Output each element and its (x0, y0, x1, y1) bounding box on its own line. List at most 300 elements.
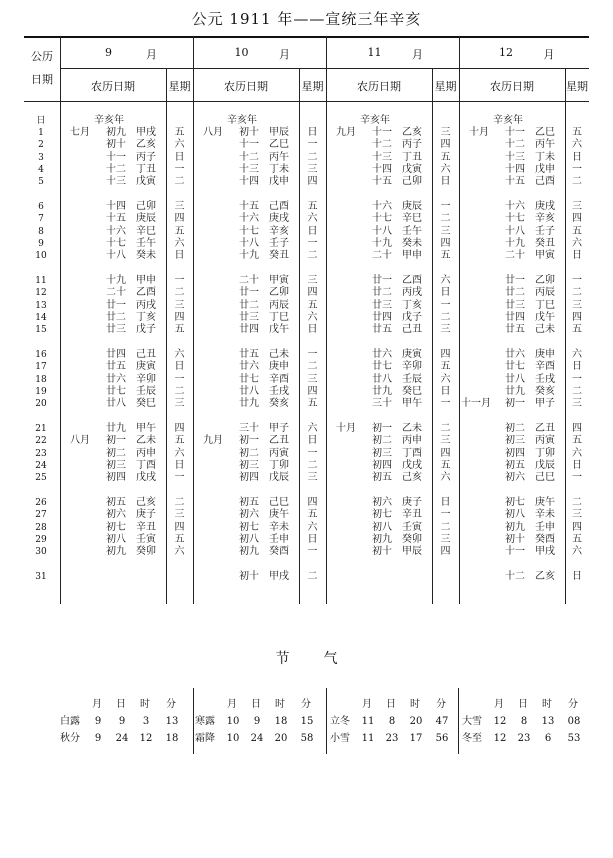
lunar-day: 初六 (505, 472, 525, 484)
ganzhi-day: 戊申 (269, 176, 289, 188)
solar-term-d: 23 (517, 733, 531, 744)
lunar-day: 十九 (239, 250, 259, 262)
lunar-month-label: 九月 (336, 127, 356, 138)
lunar-day: 廿四 (372, 311, 392, 323)
weekday: 五 (440, 250, 451, 262)
lunar-date-header-3: 农历日期 (357, 80, 401, 93)
lunar-day: 廿五 (106, 361, 126, 373)
weekday: 五 (307, 509, 318, 521)
lunar-date-header-4: 农历日期 (490, 80, 534, 93)
lunar-day: 初八 (505, 509, 525, 521)
gregorian-day: 17 (35, 362, 47, 373)
lunar-day: 十四 (239, 176, 259, 188)
solar-term-h: 17 (409, 733, 423, 744)
lunar-day: 十六 (505, 201, 525, 212)
terms-divider-1 (193, 688, 194, 754)
weekday: 六 (307, 423, 318, 434)
lunar-day: 初七 (239, 521, 259, 533)
weekday: 四 (572, 423, 582, 434)
weekday: 五 (440, 459, 451, 471)
solar-term-name: 秋分 (60, 733, 80, 744)
gregorian-day: 6 (38, 202, 44, 212)
weekday: 一 (307, 546, 318, 558)
lunar-day: 廿三 (505, 299, 525, 311)
lunar-day: 初四 (505, 447, 525, 459)
terms-header: 日 (386, 699, 396, 710)
gregorian-day: 14 (35, 312, 47, 323)
solar-term-m: 9 (94, 733, 102, 744)
weekday: 二 (174, 176, 185, 188)
lunar-day: 初五 (239, 497, 259, 508)
weekday: 二 (440, 213, 451, 225)
weekday: 四 (174, 423, 185, 434)
ganzhi-day: 戊子 (402, 311, 422, 323)
lunar-day: 十七 (239, 225, 259, 237)
solar-term-min: 56 (435, 733, 449, 744)
weekday: 六 (572, 546, 582, 558)
ganzhi-day: 戊寅 (402, 163, 422, 175)
terms-header: 分 (301, 699, 311, 710)
weekday: 日 (572, 361, 582, 373)
ganzhi-day: 乙丑 (269, 435, 289, 447)
solar-term-m: 11 (361, 716, 375, 727)
weekday: 三 (572, 398, 582, 410)
ganzhi-day: 壬寅 (136, 533, 156, 545)
month-suffix-4: 月 (543, 48, 555, 61)
lunar-day: 十二 (106, 163, 126, 175)
weekday: 五 (572, 127, 582, 138)
lunar-day: 廿七 (239, 373, 259, 385)
terms-header: 时 (542, 699, 552, 710)
lunar-day: 十六 (106, 225, 126, 237)
lunar-day: 初五 (106, 497, 126, 508)
terms-header: 时 (275, 699, 285, 710)
weekday: 二 (572, 287, 582, 299)
weekday: 六 (307, 213, 318, 225)
lunar-day: 三十 (239, 423, 259, 434)
ganzhi-day: 甲午 (402, 398, 422, 410)
ganzhi-day: 丁酉 (402, 447, 422, 459)
gregorian-day: 21 (35, 424, 47, 434)
lunar-year-label-3: 辛亥年 (360, 115, 390, 126)
weekday: 三 (572, 509, 582, 521)
lunar-day: 初九 (239, 546, 259, 558)
ganzhi-day: 辛巳 (136, 225, 156, 237)
ganzhi-day: 乙卯 (269, 287, 289, 299)
weekday: 日 (307, 127, 318, 138)
month-number-4: 12 (499, 46, 513, 59)
weekday: 一 (307, 349, 318, 360)
ganzhi-day: 丁亥 (136, 311, 156, 323)
weekday: 六 (174, 349, 185, 360)
terms-header: 时 (140, 699, 150, 710)
weekday: 三 (174, 398, 185, 410)
ganzhi-day: 己卯 (136, 201, 156, 212)
ganzhi-day: 乙酉 (136, 287, 156, 299)
weekday: 三 (174, 299, 185, 311)
lunar-day: 十六 (372, 201, 392, 212)
lunar-day: 廿七 (505, 361, 525, 373)
lunar-day: 三十 (372, 398, 392, 410)
ganzhi-day: 癸巳 (136, 398, 156, 410)
weekday: 四 (307, 385, 318, 397)
ganzhi-day: 辛亥 (269, 225, 289, 237)
lunar-day: 十四 (106, 201, 126, 212)
ganzhi-day: 戊戌 (402, 459, 422, 471)
lunar-day: 十七 (505, 213, 525, 225)
weekday: 一 (572, 275, 582, 286)
lunar-day: 十二 (505, 571, 525, 582)
solar-term-h: 18 (274, 716, 288, 727)
weekday: 一 (174, 275, 185, 286)
ganzhi-day: 丁未 (535, 151, 555, 163)
ganzhi-day: 乙酉 (402, 275, 422, 286)
weekday: 四 (572, 521, 582, 533)
ganzhi-day: 丙午 (535, 139, 555, 151)
weekday: 三 (174, 201, 185, 212)
solar-term-d: 24 (115, 733, 129, 744)
weekday: 四 (572, 311, 582, 323)
gregorian-day: 18 (35, 374, 47, 385)
lunar-day: 廿四 (239, 324, 259, 336)
ganzhi-day: 己卯 (402, 176, 422, 188)
weekday: 六 (572, 237, 582, 249)
terms-header: 时 (410, 699, 420, 710)
ganzhi-day: 甲子 (535, 398, 555, 410)
lunar-month-label: 八月 (203, 127, 223, 138)
weekday: 四 (174, 213, 185, 225)
lunar-day: 廿一 (106, 299, 126, 311)
lunar-day: 初二 (505, 423, 525, 434)
ganzhi-day: 丙戌 (402, 287, 422, 299)
ganzhi-day: 己丑 (136, 349, 156, 360)
lunar-day: 二十 (372, 250, 392, 262)
ganzhi-day: 壬午 (402, 225, 422, 237)
ganzhi-day: 乙亥 (402, 127, 422, 138)
ganzhi-day: 戊辰 (269, 472, 289, 484)
ganzhi-day: 辛亥 (535, 213, 555, 225)
weekday: 五 (307, 201, 318, 212)
ganzhi-day: 庚戌 (535, 201, 555, 212)
weekday-header-4: 星期 (566, 80, 588, 93)
ganzhi-day: 癸丑 (535, 237, 555, 249)
lunar-day: 初十 (239, 571, 259, 582)
page-title: 公元 1911 年——宣统三年辛亥 (191, 10, 422, 28)
weekday: 三 (307, 163, 318, 175)
ganzhi-day: 丙寅 (269, 447, 289, 459)
weekday: 四 (440, 447, 451, 459)
lunar-day: 初六 (372, 497, 392, 508)
weekday: 二 (307, 571, 318, 582)
lunar-day: 初一 (372, 423, 392, 434)
solar-term-min: 53 (567, 733, 581, 744)
ganzhi-day: 乙亥 (136, 139, 156, 151)
ganzhi-day: 丙申 (136, 447, 156, 459)
ganzhi-day: 癸未 (136, 250, 156, 262)
solar-term-min: 58 (300, 733, 314, 744)
lunar-day: 廿一 (505, 275, 525, 286)
gregorian-day: 13 (35, 300, 47, 311)
corner-label-top: 公历 (31, 50, 53, 63)
weekday: 三 (307, 472, 318, 484)
ganzhi-day: 丙辰 (269, 299, 289, 311)
lunar-day: 十四 (505, 163, 525, 175)
weekday: 六 (174, 447, 185, 459)
lunar-day: 初五 (372, 472, 392, 484)
weekday: 二 (440, 311, 451, 323)
weekday: 日 (174, 361, 185, 373)
solar-term-d: 9 (118, 716, 126, 727)
weekday: 四 (440, 349, 451, 360)
lunar-day: 廿二 (106, 311, 126, 323)
solar-term-min: 13 (165, 716, 179, 727)
solar-term-h: 12 (139, 733, 153, 744)
weekday: 一 (174, 163, 185, 175)
lunar-day: 十八 (106, 250, 126, 262)
lunar-day: 廿四 (106, 349, 126, 360)
gregorian-day: 29 (35, 534, 47, 545)
ganzhi-day: 乙未 (402, 423, 422, 434)
lunar-month-label: 九月 (203, 435, 223, 447)
ganzhi-day: 壬戌 (535, 373, 555, 385)
weekday: 一 (307, 447, 318, 459)
ganzhi-day: 己酉 (535, 176, 555, 188)
gregorian-day: 2 (38, 140, 44, 151)
ganzhi-day: 甲戌 (136, 127, 156, 138)
lunar-month-label: 十一月 (461, 398, 491, 410)
ganzhi-day: 庚寅 (402, 349, 422, 360)
ganzhi-day: 辛酉 (535, 361, 555, 373)
solar-term-m: 10 (226, 716, 240, 727)
weekday: 二 (307, 151, 318, 163)
solar-term-m: 12 (493, 733, 507, 744)
solar-term-m: 10 (226, 733, 240, 744)
weekday: 三 (174, 509, 185, 521)
weekday: 六 (440, 472, 451, 484)
lunar-day: 廿七 (372, 361, 392, 373)
month-suffix-3: 月 (412, 48, 423, 61)
ganzhi-day: 丁巳 (269, 311, 289, 323)
lunar-day: 廿九 (239, 398, 259, 410)
ganzhi-day: 己亥 (136, 497, 156, 508)
ganzhi-day: 戊申 (535, 163, 555, 175)
ganzhi-day: 庚戌 (269, 213, 289, 225)
ganzhi-day: 己未 (269, 349, 289, 360)
lunar-day: 初八 (372, 521, 392, 533)
ganzhi-day: 己巳 (269, 497, 289, 508)
solar-term-d: 8 (388, 716, 396, 727)
month-suffix-1: 月 (146, 48, 157, 61)
ganzhi-day: 己亥 (402, 472, 422, 484)
ganzhi-day: 癸未 (402, 237, 422, 249)
lunar-day: 廿二 (505, 287, 525, 299)
lunar-month-label: 十月 (469, 127, 489, 138)
ganzhi-day: 壬子 (535, 225, 555, 237)
weekday-header-3: 星期 (434, 80, 457, 93)
weekday: 一 (572, 163, 582, 175)
weekday: 五 (572, 533, 582, 545)
weekday: 日 (307, 324, 318, 336)
lunar-day: 廿九 (505, 385, 525, 397)
weekday-header-1: 星期 (168, 80, 191, 93)
ganzhi-day: 癸巳 (402, 385, 422, 397)
lunar-day: 廿八 (106, 398, 126, 410)
weekday: 二 (307, 459, 318, 471)
ganzhi-day: 庚辰 (136, 213, 156, 225)
weekday: 日 (440, 385, 451, 397)
lunar-day: 初四 (372, 459, 392, 471)
weekday: 一 (174, 472, 185, 484)
lunar-day: 初一 (239, 435, 259, 447)
lunar-day: 十七 (372, 213, 392, 225)
ganzhi-day: 辛酉 (269, 373, 289, 385)
gregorian-day: 11 (35, 276, 47, 286)
weekday: 一 (440, 201, 451, 212)
lunar-day: 初十 (239, 127, 259, 138)
weekday: 四 (307, 287, 318, 299)
weekday: 四 (440, 237, 451, 249)
ganzhi-day: 丙戌 (136, 299, 156, 311)
weekday: 六 (307, 521, 318, 533)
ganzhi-day: 己酉 (269, 201, 289, 212)
ganzhi-day: 庚午 (535, 497, 555, 508)
weekday: 三 (440, 225, 451, 237)
solar-term-name: 小雪 (330, 733, 350, 744)
gregorian-day: 26 (35, 498, 47, 508)
ganzhi-day: 辛丑 (136, 521, 156, 533)
lunar-date-header-1: 农历日期 (91, 80, 135, 93)
terms-header: 日 (116, 699, 126, 710)
lunar-day: 十七 (106, 237, 126, 249)
gregorian-day: 27 (35, 510, 47, 521)
weekday: 六 (440, 373, 451, 385)
gregorian-day: 12 (35, 288, 47, 299)
lunar-day: 十一 (239, 139, 259, 151)
lunar-month-label: 八月 (70, 435, 90, 447)
lunar-day: 十五 (239, 201, 259, 212)
ganzhi-day: 己巳 (535, 472, 555, 484)
lunar-day: 廿五 (505, 324, 525, 336)
ganzhi-day: 甲寅 (535, 250, 555, 262)
lunar-day: 十一 (372, 127, 392, 138)
weekday: 一 (440, 398, 451, 410)
corner-label-bottom: 日期 (31, 73, 53, 86)
weekday: 五 (307, 398, 318, 410)
lunar-year-label-4: 辛亥年 (493, 115, 523, 126)
lunar-day: 廿三 (372, 299, 392, 311)
ganzhi-day: 丙午 (269, 151, 289, 163)
ganzhi-day: 庚申 (535, 349, 555, 360)
lunar-day: 初一 (505, 398, 525, 410)
lunar-day: 初九 (106, 127, 126, 138)
lunar-day: 初一 (106, 435, 126, 447)
weekday: 三 (572, 201, 582, 212)
lunar-day: 初三 (239, 459, 259, 471)
month-number-2: 10 (234, 46, 249, 59)
day-label: 日 (36, 116, 46, 126)
weekday: 五 (174, 127, 185, 138)
gregorian-day: 7 (38, 214, 44, 225)
lunar-day: 十六 (239, 213, 259, 225)
weekday: 日 (307, 225, 318, 237)
solar-term-name: 白露 (60, 716, 80, 727)
solar-term-d: 8 (520, 716, 528, 727)
lunar-day: 初八 (239, 533, 259, 545)
lunar-day: 初六 (106, 509, 126, 521)
lunar-day: 初十 (106, 139, 126, 151)
gregorian-day: 1 (38, 128, 44, 138)
lunar-day: 二十 (505, 250, 525, 262)
lunar-month-label: 十月 (336, 423, 356, 434)
ganzhi-day: 壬寅 (402, 521, 422, 533)
weekday: 五 (174, 225, 185, 237)
weekday: 日 (174, 459, 185, 471)
lunar-month-label: 七月 (70, 127, 90, 138)
lunar-day: 廿九 (106, 423, 126, 434)
ganzhi-day: 丁未 (269, 163, 289, 175)
solar-term-name: 寒露 (195, 716, 215, 727)
ganzhi-day: 乙卯 (535, 275, 555, 286)
solar-term-h: 20 (274, 733, 288, 744)
gregorian-day: 28 (35, 522, 47, 533)
lunar-day: 初三 (505, 435, 525, 447)
ganzhi-day: 壬辰 (136, 385, 156, 397)
weekday: 五 (440, 151, 451, 163)
terms-header: 月 (227, 699, 237, 710)
weekday: 六 (174, 237, 185, 249)
weekday: 二 (440, 423, 451, 434)
lunar-year-label-2: 辛亥年 (227, 115, 257, 126)
lunar-day: 十三 (505, 151, 525, 163)
ganzhi-day: 甲辰 (269, 127, 289, 138)
ganzhi-day: 庚子 (402, 497, 422, 508)
weekday: 六 (174, 546, 185, 558)
weekday: 四 (174, 311, 185, 323)
ganzhi-day: 甲戌 (269, 571, 289, 582)
solar-term-d: 23 (385, 733, 399, 744)
ganzhi-day: 戊戌 (136, 472, 156, 484)
month-divider-1 (193, 36, 194, 604)
lunar-day: 廿八 (505, 373, 525, 385)
solar-term-name: 冬至 (462, 733, 482, 744)
weekday: 四 (307, 497, 318, 508)
weekday: 四 (572, 213, 582, 225)
lunar-day: 十一 (505, 127, 525, 138)
weekday: 五 (174, 533, 185, 545)
weekday: 四 (174, 521, 185, 533)
weekday: 日 (572, 459, 582, 471)
ganzhi-day: 辛卯 (136, 373, 156, 385)
solar-term-min: 08 (567, 716, 581, 727)
lunar-day: 二十 (239, 275, 259, 286)
ganzhi-day: 辛未 (535, 509, 555, 521)
ganzhi-day: 甲申 (402, 250, 422, 262)
weekday: 一 (440, 299, 451, 311)
lunar-day: 廿五 (372, 324, 392, 336)
weekday: 五 (174, 324, 185, 336)
weekday: 五 (572, 225, 582, 237)
lunar-day: 十五 (372, 176, 392, 188)
weekday: 六 (307, 311, 318, 323)
lunar-day: 十五 (106, 213, 126, 225)
month-number-1: 9 (105, 46, 112, 59)
terms-header: 分 (568, 699, 578, 710)
solar-term-d: 9 (253, 716, 261, 727)
weekday: 四 (440, 546, 451, 558)
solar-term-min: 18 (165, 733, 179, 744)
weekday: 五 (307, 299, 318, 311)
ganzhi-day: 丁卯 (535, 447, 555, 459)
